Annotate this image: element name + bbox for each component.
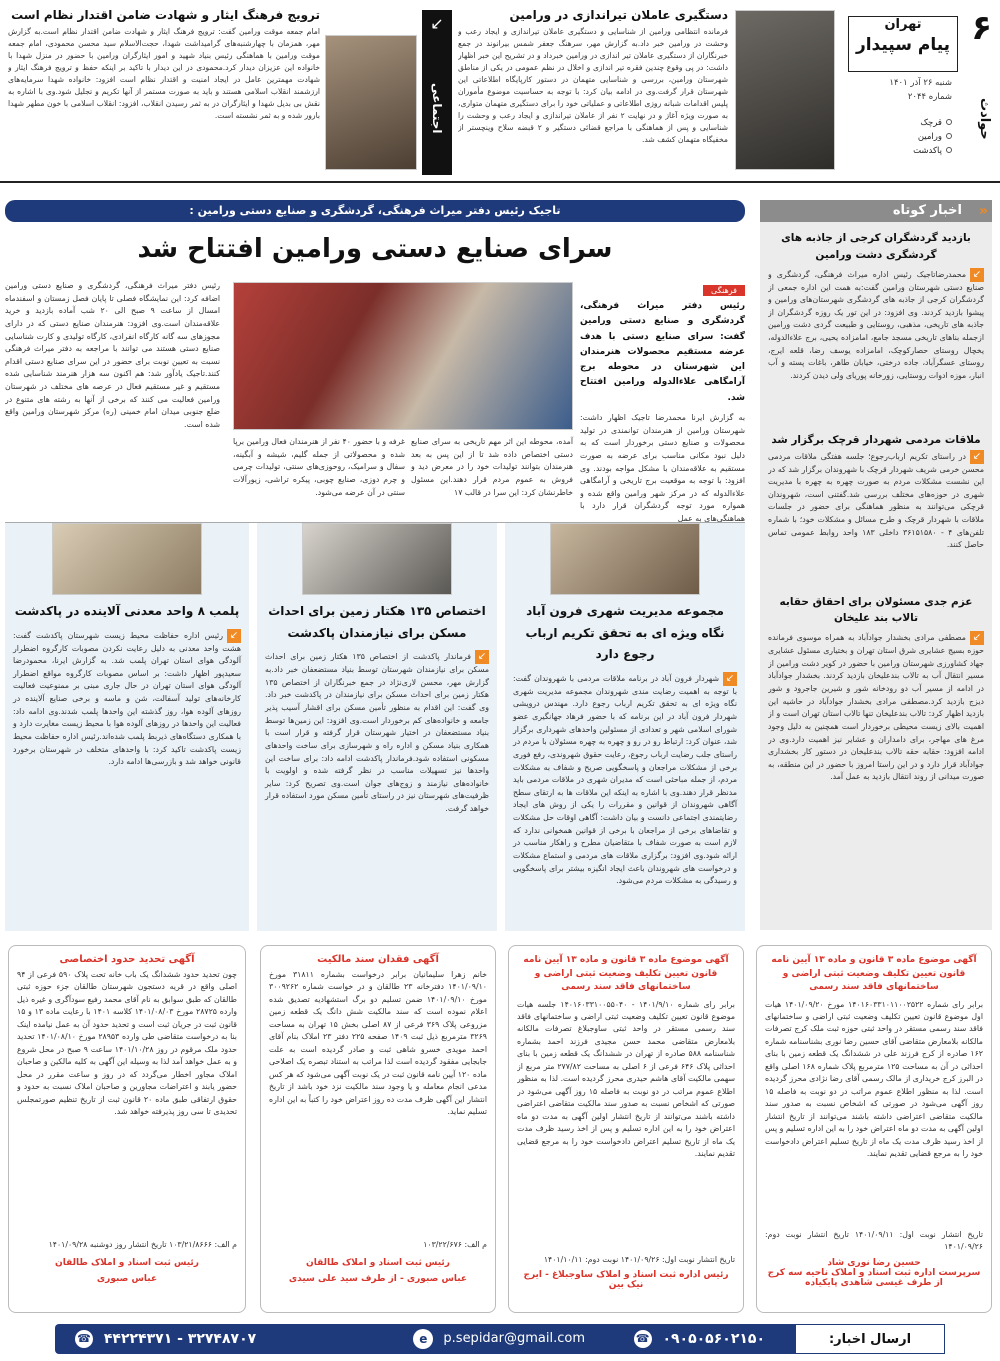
story-title: پلمب ۸ واحد معدنی آلاینده در پاکدشت: [14, 604, 240, 618]
phone-number: ۰۹۰۵۰۵۶۰۲۱۵۰: [662, 1331, 765, 1347]
crime-photo: [735, 10, 835, 170]
arrow-icon: ↙: [227, 629, 241, 643]
masthead: [842, 8, 992, 178]
brief-body: ↙محمدرضاتاجیک رئیس اداره میراث فرهنگی، گردشگری و صنایع دستی شهرستان ورامین گفت:به همت این اداره جمعی از گردشگران کرجی از جاذبه های گردشگری شهرستان‌های ورامین و پیشوا بازدید کردند. وی افزود: در این تور یک روزه گردشگران از جاذبه های تاریخی، مذهبی، روستایی و طبیعت گردی دشت ورامین ازجمله بناهای تاریخی مسجد جامع، امامزاده یحیی، برج علاءالدوله، یخچال روستای حصارکوچک، امامزاده یوسف رضا، قلعه ایرج، روستای عسگرآباد، جاده درختی، خیابان طاهر، باغات پسته و آب انبار، موزه ادوات روستایی، زورخانه پوریای ولی دیدن کردند.: [768, 268, 984, 380]
ad-box: [260, 945, 496, 1313]
ad-signature: رئیس ثبت اسناد و املاک طالقان: [55, 1257, 199, 1268]
landline-phone: [75, 1324, 256, 1354]
story-title: اختصاص ۱۳۵ هکتار زمین برای احداث مسکن برای نیازمندان پاکدشت: [268, 604, 486, 640]
ad-title: آگهی تحدید حدود اختصاصی: [59, 954, 195, 965]
social-tab: [422, 10, 452, 175]
story-title: دستگیری عاملان تیراندازی در ورامین: [509, 8, 728, 22]
story-column: به گزارش ایرنا محمدرضا تاجیک اظهار داشت: شهرستان ورامین از هنرمندان توانمندی در تولید محصولات و صنایع دستی برخوردار است که به دلیل نبود مکانی مناسب برای عرضه به صورت مستقیم به علاقه‌مندان با مشکل مواجه بودند. وی افزود: با توجه به موقعیت برج تاریخی و آرامگاهی علاءالدوله که در مرکز شهر ورامین واقع شده و همواره مورد توجه گردشگران قرار دارد با هماهنگی‌های به عمل: [580, 413, 745, 524]
ad-dates: م الف: ۱۰۳/۲۱/۸۶۶۶ تاریخ انتشار روز دوشنبه ۱۴۰۱/۰۹/۲۸: [48, 1240, 237, 1249]
city-item: ورامین: [852, 132, 952, 142]
brief-body: ↙در راستای تکریم ارباب‌رجوع؛ جلسه هفتگی ملاقات مردمی محسن خرمی شریف شهردار قرچک با شهروندان برگزار شد که در این نشست مشکلات مردم به صورت چهره به چهره با مدیریت شهری در حوزه‌های مختلف بررسی شد.گفتنی است، شهروندان قرچکی می‌توانند به منظور هماهنگی برای حضور در جلسات ملاقات با شهردار قرچک و طرح مسائل و مشکلات خود؛ با شماره تلفن‌های ۴ - ۳۶۱۵۱۵۸۰ داخلی ۱۸۳ واحد روابط عمومی تماس حاصل کنند.: [768, 450, 984, 550]
story-body: فرمانده انتظامی ورامین از شناسایی و دستگیری عاملان تیراندازی و ایجاد رعب و وحشت در ورامین خبر داد.به گزارش مهر، سرهنگ جعفر شمس بیرانوند در جمع خبرنگاران از دستگیری عاملان تیر اندازی در ورامین خبرداد و در تشریح این خبر اظهار داشت: در پی وقوع چندین فقره تیر اندازی و اخلال در نظم عمومی در یکی از مناطق شهرستان ورامین، بررسی و شناسایی متهمان در دستور کارپایگاه اطلاعاتی این شهرستان قرار گرفت.وی در ادامه بیان کرد: با توجه به حساسیت موضوع مأموران پلیس اقدامات شبانه روزی اطلاعاتی و عملیاتی خود را برای دستگیری متهمان متواری، به صورت ویژه آغاز و در نهایت ۲ نفر از عاملان تیراندازی و ایجاد رعب و وحشت را شناسایی و پس از هماهنگی با مراجع قضائی دستگیر و ۲ قبضه سلاح وینچستر از مخفیگاه متهمان کشف شد.: [458, 27, 728, 144]
social-section-label: اجتماعی: [430, 83, 444, 134]
arrow-icon: ↙: [723, 672, 737, 686]
mid-story: [505, 523, 745, 931]
logo: [848, 16, 958, 72]
brief-title: ملاقات مردمی شهردار قرچک برگزار شد: [771, 433, 981, 446]
logo-line2: پیام سپیدار: [855, 35, 951, 55]
lead-block: [580, 278, 745, 524]
city-item: پاکدشت: [852, 146, 952, 156]
ad-body: برابر رای شماره ۱۴۰۱/۹/۱۰ - ۱۴۰۱۶۰۳۳۱۰۰۵۵۰۴۰ جلسه هیات موضوع قانون تعیین تکلیف وضعیت ثبتی اراضی و ساختمانهای فاقد سند رسمی مستقر در واحد ثبتی ساوجبلاغ تصرفات مالکانه بلامعارض متقاضی محمد حسن مجیدی فرزند احمد بشماره شناسنامه ۵۸۸ صادره از تهران در ششدانگ یک قطعه زمین با بنای احداثی پلاک ۶۴۶ فرعی از ۶ اصلی به مساحت ۲۷۷/۸۲ متر مربع از سهمی مالکیت آقای هاشم حیدری محرز گردیده است. لذا به منظور اطلاع عموم مراتب در دو نوبت به فاصله ۱۵ روز آگهی می‌شود در صورتی که اشخاص نسبت به صدور سند مالکیت متقاضی اعتراضی داشته باشند می‌توانند از تاریخ انتشار اولین آگهی به مدت دو ماه اعتراض خود را به این اداره تسلیم و پس از اخذ رسید ظرف مدت یک ماه از تاریخ تسلیم اعتراض دادخواست خود را به مرجع قضایی تقدیم نمایند.: [517, 999, 735, 1159]
footer-label: ارسال اخبار:: [795, 1324, 945, 1354]
mobile-icon: ☎: [634, 1330, 652, 1348]
top-story-1: [458, 8, 728, 180]
ad-box: [508, 945, 744, 1313]
email-contact: [413, 1324, 585, 1354]
story-photo: [302, 523, 452, 595]
arrow-icon: ↙: [475, 650, 489, 664]
arrow-icon: ↙: [970, 450, 984, 464]
email-icon: e: [413, 1329, 433, 1349]
ad-title: آگهی موضوع ماده ۳ قانون و ماده ۱۳ آیین نامه قانون تعیین تکلیف وضعیت ثبتی اراضی و ساختمانهای فاقد سند رسمی: [771, 955, 977, 992]
logo-line1: تهران: [884, 17, 922, 32]
story-photo: [52, 523, 202, 595]
story-body: امام جمعه موقت ورامین گفت: ترویج فرهنگ ایثار و شهادت ضامن اقتدار نظام است.به گزارش مهر، همزمان با چهارشنبه‌های گرامیداشت شهدا، حجت‌الاسلام سید محسن محمودی، امام جمعه موقت ورامین با هماهنگی رئیس بنیاد شهید و امور ایثارگران ورامین با حضور در منزل شهدا با خانواده این عزیزان دیدار کرد.محمودی در این دیدار با تاکید بر اینکه حفظ و ترویج فرهنگ ایثار و شهادت مهمترین عامل در ایجاد امنیت و اقتدار نظام است افزود: خانواده شهدا سرمایه‌های ارزشمند انقلاب اسلامی هستند و باید به صورت مستمر از آنها تکریم و تجلیل شود.وی با اشاره به نقش بی بدیل شهدا و ایثارگران در به ثمر رسیدن انقلاب، افزود: انقلاب اسلامی با خون مطهر شهدا بارور شده و به ثمر نشسته است.: [8, 27, 320, 120]
kicker-bar: تاجیک رئیس دفتر میراث فرهنگی، گردشگری و صنایع دستی ورامین :: [5, 200, 745, 222]
page-number: ۶: [971, 8, 992, 48]
mid-story: [257, 523, 497, 931]
story-title: مجموعه مدیریت شهری فرون آباد نگاه ویژه ای به تحقق تکریم ارباب رجوع دارد: [525, 604, 725, 662]
story-title: ترویج فرهنگ ایثار و شهادت ضامن اقتدار نظام است: [11, 8, 320, 22]
story-body: ↙رئیس اداره حفاظت محیط زیست شهرستان پاکدشت گفت: هشت واحد معدنی به دلیل رعایت نکردن مصوبات کارگروه اضطرار آلودگی هوای استان تهران پلمب شد. به گزارش ایرنا، محمودرضا سعیدپور اظهار داشت: بر اساس مصوبات کارگروه مواقع اضطرار آلودگی هوای استان تهران در حال جاری مبنی بر ممنوعیت فعالیت کارخانه‌های تولید آسفالت، شن و ماسه و برخی صنایع آلاینده در روزهای آلوده هوا، روز گذشته این واحدها پلمب شدند.وی ادامه داد: فعالیت این واحدها در روزهای آلوده هوا با محیط زیست مغایرت دارد و با همکاری دستگاه‌های ذیربط پلمب شده‌اند.رئیس اداره حفاظت محیط زیست پاکدشت تاکید کرد: با واحدهای متخلف در شهرستان برخورد قانونی خواهد شد و بازرسی‌ها ادامه دارد.: [13, 629, 241, 767]
story-column: غرفه و با حضور ۴۰ نفر از هنرمندان فعال ورامین برپا شده و محصولاتی از جمله گلیم، شیشه و آبگینه، سفال و سرامیک، روحوزی‌های سنتی، تولیدات چرمی و چرم دوزی، صنایع چوبی، پیکره تراشی، زیورآلات سنتی در آن عرضه می‌شود.: [233, 437, 405, 497]
ad-box: [756, 945, 992, 1313]
story-body: ↙شهردار فرون آباد در برنامه ملاقات مردمی با شهروندان گفت: با توجه به اهمیت رضایت مندی شهروندان مجموعه مدیریت شهری نگاه ویژه ای به تحقق تکریم ارباب رجوع دارد. مهندس درویشی شهردار فرون آباد در این برنامه که با حضور فرهاد جهانگیری عضو شورای اسلامی شهر و تعدادی از مسئولین واحدهای شهرداری برگزار شد، عنوان کرد: ارتباط رو در رو و چهره به چهره مسئولان با مردم در راستای جلب رضایت ارباب رجوع، رعایت حقوق شهروندی، رفع فوری برخی از مشکلات مراجعان و پاسخگویی صریح و شفاف به مشکلات مردم، از جمله مباحثی است که مدیران شهری در ملاقات مردمی باید مدنظر قرار دهند.وی با اشاره به اینکه این ملاقات ها به ارتقای سطح آگاهی شهروندان از قوانین و مقررات را یکی از روش های ایجاد رضایتمندی اجتماعی دانست و بیان داشت: آگاهی اوقات حل مشکلات و تقاضاهای برخی از مراجعان با برخی از قوانین همخوانی ندارد که لازم است به صورت شفاف با متقاضیان مطرح و راهکار مناسب در ارائه شود.وی افزود: برگزاری ملاقات های مردمی و استماع مشکلات و درخواست های شهروندان باعث ایجاد انگیزه بیشتر برای پاسخگویی و رسیدگی به مشکلات مردم می‌شود.: [513, 672, 737, 886]
handicrafts-photo: [233, 282, 573, 430]
ad-signature: رئیس ثبت اسناد و املاک طالقان: [306, 1257, 450, 1268]
story-body: ↙فرماندار پاکدشت از اختصاص ۱۳۵ هکتار زمین برای احداث مسکن برای نیازمندان شهرستان توسط بنیاد مستضعفان خبر داد.به گزارش مهر، محسن لاری‌نژاد در جمع خبرنگاران از اختصاص ۱۳۵ هکتار زمین برای احداث مسکن برای نیازمندان در پاکدشت خبر داد. وی گفت: این اقدام به منظور تأمین مسکن برای اقشار آسیب پذیر جامعه و خانواده‌های کم برخوردار است.وی افزود: این زمین‌ها توسط بنیاد مستضعفان در اختیار شهرستان قرار گرفته و قرار است با همکاری بنیاد مسکن و اداره راه و شهرسازی برای ساخت واحدهای مسکونی استفاده شود.فرماندار پاکدشت ادامه داد: برای ساخت این واحدها نیز تسهیلات مناسب در نظر گرفته شده و اولویت با خانواده‌های نیازمند و زوج‌های جوان است.وی تصریح کرد: سایر ظرفیت‌های شهرستان نیز در راستای تأمین مسکن مورد استفاده قرار خواهد گرفت.: [265, 651, 489, 814]
arrow-icon: ↙: [970, 268, 984, 282]
ad-signature: حسین رضا نوری شاد: [827, 1257, 921, 1268]
ad-dates: م الف: ۱۰۳/۲۲/۶۷۶: [423, 1240, 487, 1249]
mid-stories: [5, 522, 745, 932]
phone-icon: ☎: [75, 1330, 93, 1348]
ad-body: چون تحدید حدود ششدانگ یک باب خانه تحت پلاک ۵۹۰ فرعی از ۹۴ اصلی واقع در قریه دستجون شهرستان طالقان جزء حوزه ثبتی طالقان که طبق سوابق به نام آقای محمد رفیع سودآگری و غیره ذیل وارده ۲۸۷۲۵ مورخ ۱۴۰۱/۰۸/۰۳ کلاسه ۱۴۰۱ با رعایت ماده ۱۳ و ۱۵ قانون ثبت در جریان ثبت است و تحدید حدود آن به عمل نیامده اینک بنا به درخواست متقاضی طی وارده ۲۸۹۵۳ مورخ ۱۴۰۱/۰۸/۱۰ تحدید حدود ملک مرقوم در روز ۱۴۰۱/۱۰/۲۸ ساعت ۹ صبح در محل شروع و به عمل خواهد آمد لذا به وسیله این آگهی به کلیه مالکین و صاحبان املاک مجاور اخطار می‌گردد که در روز و ساعت مقرر در محل حضور یابند و اعتراضات مجاورین و صاحبان املاک نسبت به حدود و حقوق ارتفاقی طبق ماده ۲۰ قانون ثبت از تاریخ تنظیم صورتمجلس تحدیدی تا سی روز پذیرفته خواهد شد.: [17, 970, 237, 1117]
story-column: آمده، محوطه این اثر مهم تاریخی به سرای صنایع دستی اختصاص داده شد تا از این پس به بعد هنرمندان بتوانند تولیدات خود را در معرض دید و فروش به عموم مردم قرار دهند.این مسئول خاطرنشان کرد: این سرا در قالب ۱۷: [411, 437, 573, 497]
section-label: حوادث: [977, 98, 992, 140]
brief-body: ↙مصطفی مرادی بخشدار جوادآباد به همراه موسوی فرمانده حوزه بسیج عشایری شرق استان تهران و بختیاری مسئول عشایری جهاد کشاورزی شهرستان ورامین با حضور در کویر دشت ورامین از مسیر انتقال آب به تالاب بندعلیخان بازدید کردند. بخشدار جوادآباد در ادامه از مسیر آب دو رودخانه شور و شیرین جاجرود و شور دیزج بازدید کرد.مصطفی مرادی بخشدار جوادآباد در حاشیه این بازدید اظهار کرد: تالاب بندعلیخان تنها تالاب استان تهران است و از اهمیت بالای زیست محیطی برخوردار است همچنین به دلیل وجود مرغ های مهاجر، برای دامداران و عشایر نیز اهمیت دارد.وی در ادامه افزود: حقابه حقه تالاب بندعلیخان در دستور کار بخشداری جوادآباد قرار دارد و در این راستا امروز با حضور در این منطقه، به صورت میدانی از روند انتقال بازدید به عمل آمد.: [768, 632, 984, 782]
clerics-photo: [325, 35, 417, 170]
top-band: [0, 0, 1000, 183]
ad-signature: از طرف غیسی شاهدی پایکیاده: [805, 1277, 943, 1288]
lead-text: رئیس دفتر میراث فرهنگی، گردشگری و صنایع دستی ورامین گفت: سرای صنایع دستی با هدف عرضه مستقیم محصولات هنرمندان این شهرستان در محوطه برج آرامگاهی علاءالدوله ورامین افتتاح شد.: [580, 301, 745, 403]
ad-box: [8, 945, 246, 1313]
mid-story: [5, 523, 249, 931]
city-item: قرچک: [852, 118, 952, 128]
ad-title: آگهی فقدان سند مالکیت: [317, 954, 439, 965]
news-brief-column: [760, 200, 992, 930]
brief-title: بازدید گردشگران کرجی از جاذبه های گردشگری دشت ورامین: [781, 232, 971, 261]
phone-number: ۳۲۷۴۸۷۰۷ - ۴۴۲۲۴۳۷۱: [103, 1331, 257, 1347]
ad-body: خانم زهرا سلیمانیان برابر درخواست بشماره ۳۱۸۱۱ مورخ ۱۴۰۱/۰۹/۱۰ دفترخانه ۲۳ طالقان و در خواست شماره ۳۰۰۹۲۶۲ مورخ ۱۴۰۱/۰۹/۱۰ ضمن تسلیم دو برگ استشهادیه تصدیق شده اعلام نموده است که سند مالکیت شش دانگ یک قطعه زمین مزروعی پلاک ۳۶۹ فرعی از ۸۷ اصلی بخش ۱۵ تهران به مساحت ۳۲۶۹ مترمربع ذیل ثبت ۱۴۰۹ صفحه ۲۲۵ دفتر ۲۳ املاک بنام آقای احمد مویدی خسرو شاهی ثبت و صادر گردیده است به علت جابجایی مفقود گردیده است لذا مراتب به استناد تبصره یک اصلاحی ماده ۱۲۰ آیین نامه قانون ثبت در یک نوبت آگهی می‌شود که هر کس مدعی انجام معامله و یا وجود سند مالکیت نزد خود باشد از تاریخ انتشار این آگهی ظرف مدت ده روز اعتراض خود را کتباً به این اداره تسلیم نماید.: [269, 970, 487, 1117]
ad-signature: عباس صبوری: [96, 1273, 158, 1284]
ad-signature: عباس صبوری - از طرف سید علی سیدی: [288, 1273, 468, 1284]
news-brief-header: اخبار کوتاه «: [760, 200, 992, 222]
top-story-2: [8, 8, 320, 180]
headline: سرای صنایع دستی ورامین افتتاح شد: [137, 234, 613, 264]
ad-signature: سرپرست اداره ثبت اسناد و املاک ناحیه سه کرج: [767, 1267, 981, 1278]
city-list: [852, 118, 952, 156]
issue-date: شنبه ۲۶ آذر ۱۴۰۱: [889, 78, 952, 88]
ad-dates: تاریخ انتشار نوبت اول: ۱۴۰۱/۰۹/۲۶ نوبت دوم: ۱۴۰۱/۱۰/۱۱: [543, 1254, 735, 1264]
ad-dates: تاریخ انتشار نوبت اول: ۱۴۰۱/۰۹/۱۱ تاریخ انتشار نوبت دوم: ۱۴۰۱/۰۹/۲۶: [765, 1229, 983, 1252]
issue-number: شماره ۲۰۴۴: [907, 92, 952, 102]
section-label-vertical: [964, 58, 992, 178]
ad-signature: رئیس اداره ثبت اسناد و املاک ساوجبلاغ - ایرج نیک بین: [523, 1270, 729, 1291]
footer-bar: [55, 1324, 945, 1354]
double-chevron-icon: «: [978, 203, 988, 219]
arrow-icon: ↙: [970, 631, 984, 645]
ads-row: [8, 945, 992, 1315]
ad-body: برابر رای شماره ۱۴۰۱۶۰۳۳۱۰۱۱۰۰۲۵۲۲ مورخ ۱۴۰۱/۰۹/۲۰ هیات اول موضوع قانون تعیین تکلیف وضعیت ثبتی اراضی و ساختمانهای فاقد سند رسمی مستقر در واحد ثبتی حوزه ثبت ملک کرج تصرفات مالکانه بلامعارض متقاضی آقای حسین رضا نوری بشناسنامه شماره ۱۶۲ صادره از کرج فرزند علی در ششدانگ یک قطعه زمین با بنای احداثی در آن به مساحت ۱۲۵ مترمربع پلاک شماره ۱۶۸ اصلی واقع در البرز کرج خریداری از مالک رسمی آقای رضا نژادی محرز گردیده است. لذا به منظور اطلاع عموم مراتب در دو نوبت به فاصله ۱۵ روز آگهی می‌شود در صورتی که اشخاص نسبت به صدور سند مالکیت متقاضی اعتراضی داشته باشند می‌توانند از تاریخ انتشار اولین آگهی به مدت دو ماه اعتراض خود را به این اداره تسلیم و پس از اخذ رسید ظرف مدت یک ماه از تاریخ تسلیم اعتراض دادخواست خود را به مرجع قضایی تقدیم نمایند.: [765, 999, 983, 1159]
category-tag: فرهنگی: [703, 285, 745, 296]
story-column: رئیس دفتر میراث فرهنگی، گردشگری و صنایع دستی ورامین اضافه کرد: این نمایشگاه فصلی تا پایان فصل زمستان و اسفندماه امسال از ساعت ۹ صبح الی ۲۰ شب آماده بازدید و خرید علاقه‌مندان است.وی افزود: هنرمندان صنایع دستی که در دارای مجوزهای سه گانه کارگاه انفرادی، کارگاه تولیدی و کارت شناسایی صنایع دستی هستند می توانند با مراجعه به دفتر میراث فرهنگی نسبت به تعیین نوبت برای حضور در این سرای صنایع دستی اقدام کنند.تاجیک یادآور شد: هم اکنون سه هزار هنرمند شناسایی شده مستقیم و غیر مستقیم فعال در عرصه های مختلف در شهرستان ورامین فعالیت می کنند که برخی از آنها به رشته های متنوع در ضلع جنوبی میدان امام خمینی (ره) مرکز شهرستان ورامین واقع شده است.: [5, 281, 220, 429]
arrow-icon: ↙: [430, 14, 444, 33]
ad-title: آگهی موضوع ماده ۳ قانون و ماده ۱۳ آیین نامه قانون تعیین تکلیف وضعیت ثبتی اراضی و ساختمانهای فاقد سند رسمی: [523, 955, 729, 992]
brief-title: عزم جدی مسئولان برای احقاق حقابه تالاب بند علیخان: [779, 595, 973, 625]
story-photo: [550, 523, 700, 595]
mobile-phone: [634, 1324, 765, 1354]
email-address[interactable]: p.sepidar@gmail.com: [443, 1331, 585, 1346]
main-story: [5, 200, 745, 524]
